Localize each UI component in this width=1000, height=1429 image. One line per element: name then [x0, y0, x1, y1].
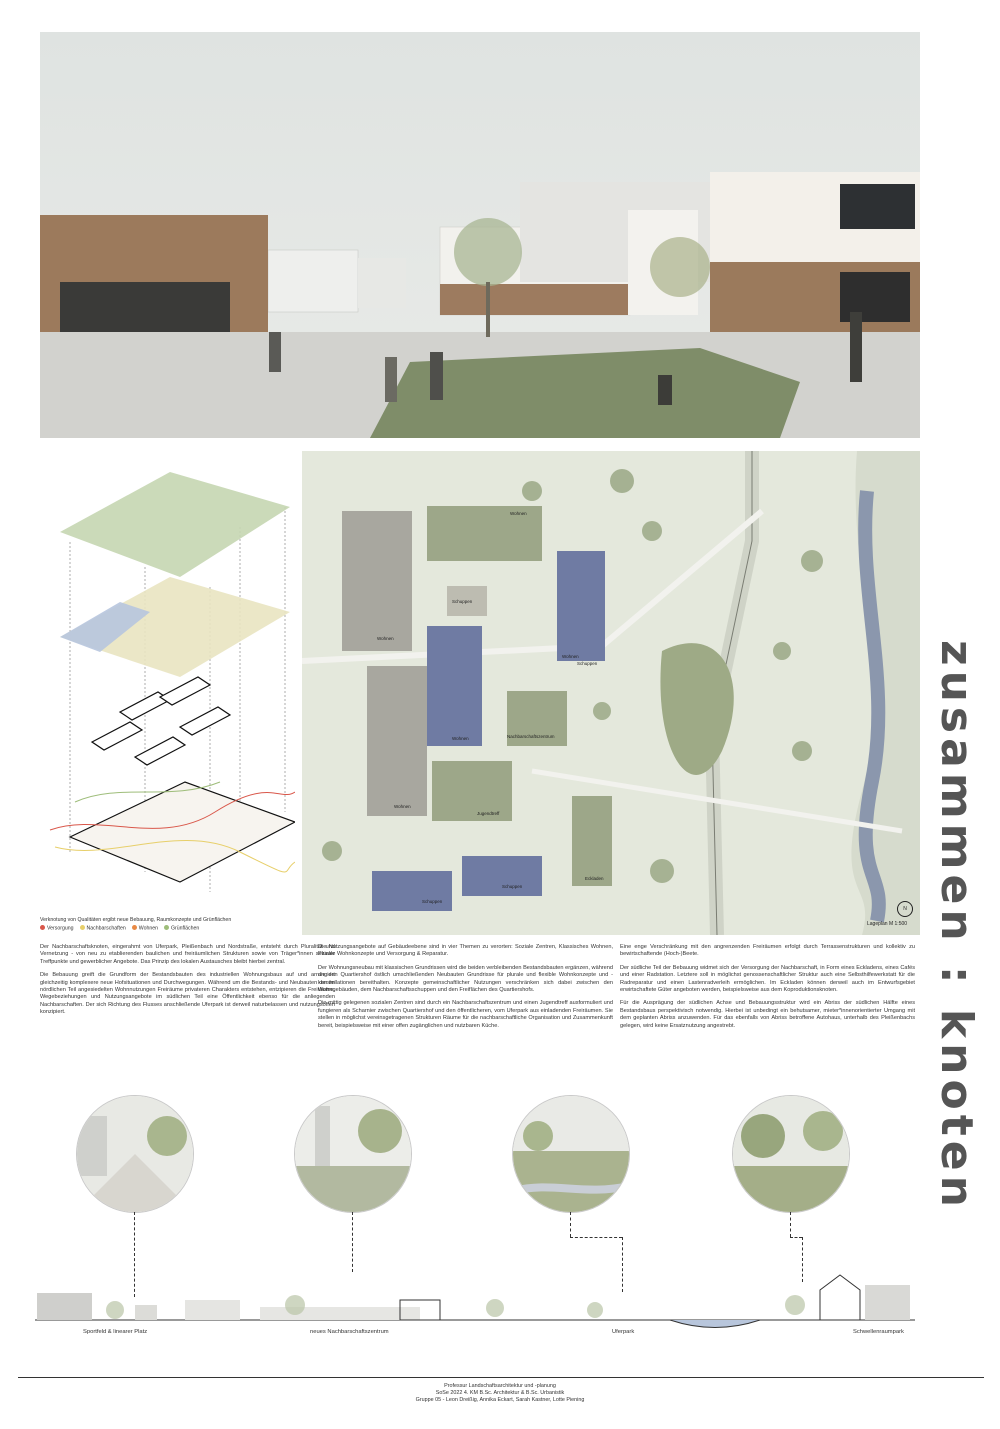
plan-label: Wohnen — [377, 636, 394, 641]
credits-line: Gruppe 05 - Leon Dreißig, Annika Eckart, Sarah Kastner, Lotte Piening — [415, 1397, 585, 1404]
credits — [300, 1383, 700, 1405]
vignette-schwellenraumpark — [732, 1095, 850, 1213]
credits-line: Professur Landschaftsarchitektur und -planung — [444, 1383, 556, 1389]
vignette-nachbarschaftszentrum — [294, 1095, 412, 1213]
plan-label: Schuppen — [452, 599, 473, 604]
north-arrow-icon: N — [897, 901, 913, 917]
paragraph: Eine enge Verschränkung mit den angrenzenden Freiräumen erfolgt durch Terrassenstrukturen und kollektiv zu bewirtschaftende (Hoch-)Beete. — [620, 944, 915, 958]
text-column-1 — [40, 944, 335, 1023]
section-label: Sportfeld & linearer Platz — [83, 1329, 148, 1335]
footer-divider — [18, 1377, 984, 1378]
plan-label: Schuppen — [502, 884, 523, 889]
connector-line — [570, 1237, 622, 1238]
connector-line — [570, 1212, 571, 1237]
vignette-uferpark — [512, 1095, 630, 1213]
paragraph: Die Bebauung greift die Grundform der Bestandsbauten des industriellen Wohnungsbaus auf und arrangiert gleichzeitig komplexere neue Hofsituationen und Durchwegungen. Während um die Bestands- und Neubauten der im nördlichen Teil angesiedelten Wohnnutzungen Freiräume privateren Charakters entstehen, entzipieren die Freiräume, Wegebeziehungen und Nutzungsangebote im südlichen Teil eine Öffentlichkeit ebenso für die anliegenden Nachbarschaften. Der sich Richtung des Flusses anschließende Uferpark ist derweil naturbelassen und nutzungsoffen konzipiert. — [40, 972, 335, 1016]
plan-scale: Lageplan M 1:500 — [867, 921, 908, 927]
site-section — [35, 1255, 915, 1355]
section-label: neues Nachbarschaftszentrum — [310, 1329, 389, 1335]
plan-label: Schuppen — [577, 661, 598, 666]
poster-title-text: zusammen : knoten — [931, 640, 982, 1212]
legend-dot-icon — [80, 925, 85, 930]
hero-illustration — [40, 32, 920, 438]
text-column-2 — [318, 944, 613, 1036]
axonometric-caption: Verknotung von Qualitäten ergibt neue Bebauung, Raumkonzepte und Grünflächen — [40, 917, 232, 923]
paragraph: Der südliche Teil der Bebauung widmet sich der Versorgung der Nachbarschaft, in Form eines Eckladens, eines Cafés und einer Radstation. Letztere soll in möglichst genossenschaftlicher Struktur auch eine Selbsthilfewerkstatt für die Radreparatur und einen Lastenradverleih ermöglichen. Im Eckladen können derweil auch im Entwurfsgebiet erwirtschaftete Güter angeboten werden, beispielsweise aus dem Koproduktionsknoten. — [620, 964, 915, 994]
axonometric-diagram — [40, 452, 295, 918]
plan-label: Wohnen — [452, 736, 469, 741]
paragraph: Die mittig gelegenen sozialen Zentren sind durch ein Nachbarschaftszentrum und einen Jugendtreff ausformuliert und fungieren als Scharnier zwischen Quartiershof und den öffentlicheren, vom Uferpark aus einladenden Freiräumen. Sie stellen in möglichst vereinsgetragenen Strukturen Räume für die nachbarschaftliche Organisation und Zusammenkunft bereit, beispielsweise mit einer offen zugänglichen und nutzbaren Küche. — [318, 1000, 613, 1029]
paragraph: Der Nachbarschaftsknoten, eingerahmt von Uferpark, Pleißenbach und Nordstraße, entsteht durch Pluralität und Vernetzung - von neu zu etablierenden baulichen und freiräumlichen Strukturen sowie von Träger*innen sozialer Treffpunkte und gewerblicher Angebote. Das Prinzip des lokalen Austausches bleibt hierbei zentral. — [40, 944, 335, 965]
connector-line — [790, 1212, 791, 1237]
site-plan — [302, 451, 920, 935]
legend-dot-icon — [132, 925, 137, 930]
vignette-sportfeld — [76, 1095, 194, 1213]
section-label: Uferpark — [612, 1329, 635, 1335]
plan-label: Schuppen — [422, 899, 443, 904]
plan-label: Wohnen — [562, 654, 579, 659]
plan-label: Wohnen — [394, 804, 411, 809]
plan-label: Jugendtreff — [477, 811, 500, 816]
plan-label: Eckladen — [585, 876, 604, 881]
poster-title — [928, 640, 984, 1360]
axonometric-legend — [40, 925, 302, 933]
paragraph: Die Nutzungsangebote auf Gebäudeebene sind in vier Themen zu verorten: Soziale Zentren, Klassisches Wohnen, Plurale Wohnkonzepte und Versorgung & Reparatur. — [318, 944, 613, 958]
legend-item: Nachbarschaften — [80, 925, 126, 933]
plan-label: Wohnen — [510, 511, 527, 516]
legend-dot-icon — [164, 925, 169, 930]
legend-item: Wohnen — [132, 925, 158, 933]
legend-item: Grünflächen — [164, 925, 199, 933]
plan-label: Nachbarschaftszentrum — [507, 734, 555, 739]
connector-line — [790, 1237, 802, 1238]
hero-rendering — [40, 32, 920, 438]
legend-item: Versorgung — [40, 925, 74, 933]
paragraph: Für die Ausprägung der südlichen Achse und Bebauungsstruktur wird ein Abriss der südlichen Hälfte eines Bestandsbaus perspektivisch notwendig. Hierbei ist unbedingt ein behutsamer, mieter*innenorientierter Umgang mit dem geplanten Abriss anzuwenden. Für das ebenfalls von Abriss betroffene Autohaus, unterhalb des Pleißenbachs gelegen, wird keine Ersatznutzung angestrebt. — [620, 1000, 915, 1029]
section-label: Schwellenraumpark — [853, 1329, 904, 1335]
credits-line: SoSe 2022 4. KM B.Sc. Architektur & B.Sc. Urbanistik — [435, 1390, 565, 1397]
text-column-3 — [620, 944, 915, 1036]
legend-dot-icon — [40, 925, 45, 930]
paragraph: Der Wohnungsneubau mit klassischen Grundrissen wird die beiden verbleibenden Bestandsbauten ergänzen, während die den Quartiershof östlich umschließenden Neubauten Grundrisse für plurale und flexible Wohnkonzepte und -konstellationen bereithalten. Konzepte gemeinschaftlicher Nutzungen verschränken sich dabei zwischen den Wohngebäuden, dem Nachbarschaftsschuppen und den Freiflächen des Quartiershofs. — [318, 964, 613, 994]
